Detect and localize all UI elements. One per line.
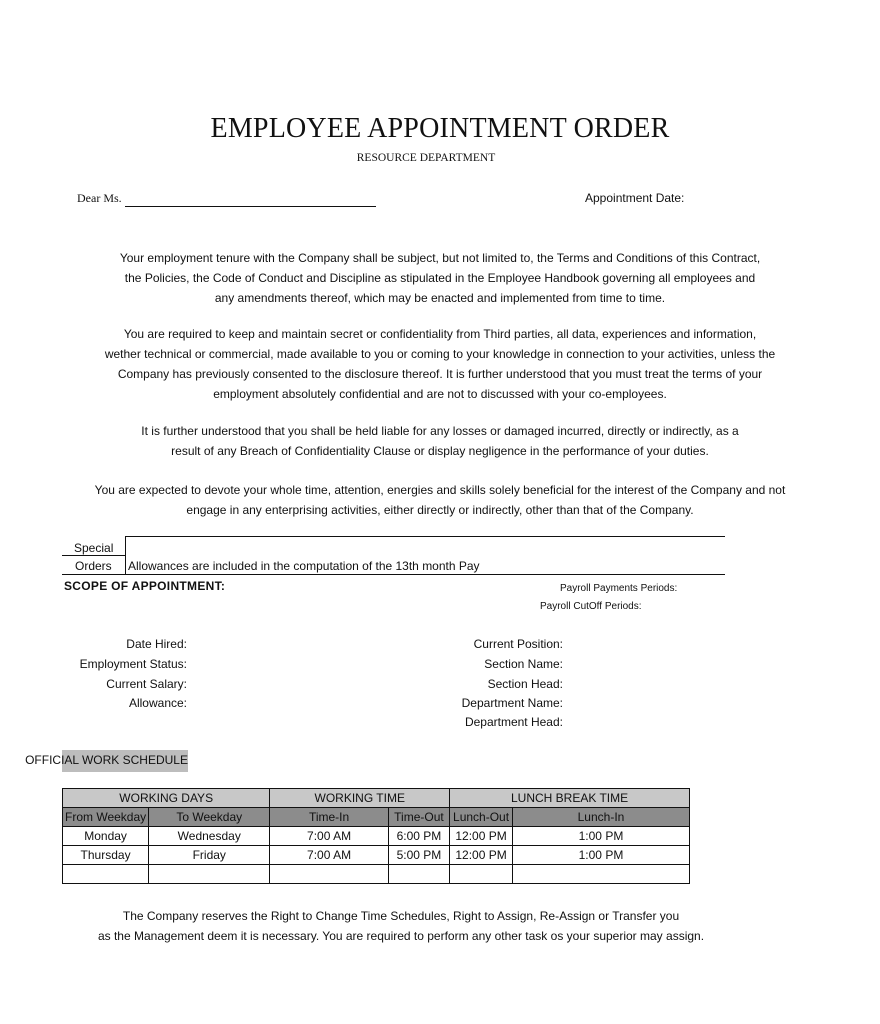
paragraph-line: It is further understood that you shall be held liable for any losses or damaged incurred, directly or indirectly, as a — [141, 424, 739, 438]
table-cell[interactable] — [270, 865, 388, 884]
paragraph-line: Your employment tenure with the Company shall be subject, but not limited to, the Terms and Conditions of this Contract, — [119, 251, 761, 265]
paragraph-line: the Policies, the Code of Conduct and Discipline as stipulated in the Employee Handbook governing all employees and — [124, 271, 756, 285]
time-out-header: Time-Out — [388, 808, 449, 827]
department-head-label: Department Head: — [464, 715, 563, 729]
table-cell[interactable] — [149, 865, 270, 884]
lunch-out-header: Lunch-Out — [450, 808, 513, 827]
special-orders-text[interactable]: Allowances are included in the computation of the 13th month Pay — [128, 559, 480, 573]
payroll-cutoff-label: Payroll CutOff Periods: — [540, 601, 642, 612]
to-weekday-header: To Weekday — [149, 808, 270, 827]
working-days-header: WORKING DAYS — [63, 789, 270, 808]
lunch-in-header: Lunch-In — [512, 808, 689, 827]
paragraph-terms — [0, 248, 880, 308]
section-name-label: Section Name: — [484, 657, 563, 671]
current-position-label: Current Position: — [473, 637, 563, 651]
table-cell[interactable]: 7:00 AM — [270, 827, 388, 846]
working-time-header: WORKING TIME — [270, 789, 450, 808]
paragraph-line: as the Management deem it is necessary. You are required to perform any other task os your superior may assign. — [97, 929, 705, 943]
dear-label: Dear Ms. — [77, 191, 122, 205]
from-weekday-header: From Weekday — [63, 808, 149, 827]
table-cell[interactable]: Wednesday — [149, 827, 270, 846]
appointment-date-label: Appointment Date: — [585, 191, 685, 205]
table-cell[interactable] — [388, 865, 449, 884]
table-cell[interactable]: 7:00 AM — [270, 846, 388, 865]
table-cell[interactable]: 6:00 PM — [388, 827, 449, 846]
time-in-header: Time-In — [270, 808, 388, 827]
work-schedule-title — [25, 750, 188, 772]
table-cell[interactable]: 1:00 PM — [512, 827, 689, 846]
table-cell[interactable]: 5:00 PM — [388, 846, 449, 865]
paragraph-line: You are expected to devote your whole time, attention, energies and skills solely beneficial for the interest of the Company and not — [94, 483, 786, 497]
payroll-periods-label: Payroll Payments Periods: — [560, 583, 678, 594]
table-cell[interactable]: 12:00 PM — [450, 827, 513, 846]
date-hired-label: Date Hired: — [126, 637, 187, 651]
table-cell[interactable] — [63, 865, 149, 884]
lunch-break-header: LUNCH BREAK TIME — [450, 789, 690, 808]
table-cell[interactable]: Thursday — [63, 846, 149, 865]
paragraph-line: employment absolutely confidential and are not to discussed with your co-employees. — [213, 387, 667, 401]
document-title: EMPLOYEE APPOINTMENT ORDER — [210, 113, 670, 144]
paragraph-closing — [0, 906, 802, 946]
current-salary-label: Current Salary: — [106, 677, 187, 691]
table-cell[interactable] — [512, 865, 689, 884]
schedule-column-header-row — [63, 808, 690, 827]
table-cell[interactable]: 1:00 PM — [512, 846, 689, 865]
paragraph-confidentiality — [0, 324, 880, 404]
name-blank-line[interactable] — [125, 206, 376, 207]
work-schedule-title-text: OFFICIAL WORK SCHEDULE — [25, 753, 188, 767]
paragraph-liability — [0, 421, 880, 461]
scope-heading: SCOPE OF APPOINTMENT: — [64, 579, 226, 593]
table-cell[interactable]: 12:00 PM — [450, 846, 513, 865]
paragraph-line: You are required to keep and maintain secret or confidentiality from Third parties, all data, experiences and information, — [123, 327, 757, 341]
table-cell[interactable] — [450, 865, 513, 884]
document-subtitle: RESOURCE DEPARTMENT — [356, 152, 496, 164]
employment-status-label: Employment Status: — [79, 657, 187, 671]
paragraph-line: Company has previously consented to the disclosure thereof. It is further understood that you must treat the terms of your — [117, 367, 763, 381]
schedule-group-header-row — [63, 789, 690, 808]
table-cell[interactable]: Friday — [149, 846, 270, 865]
section-head-label: Section Head: — [487, 677, 563, 691]
paragraph-line: engage in any enterprising activities, either directly or indirectly, other than that of the Company. — [186, 503, 694, 517]
table-row — [63, 865, 690, 884]
paragraph-devotion — [0, 480, 880, 520]
orders-label: Orders — [75, 559, 112, 573]
table-cell[interactable]: Monday — [63, 827, 149, 846]
special-label: Special — [74, 541, 114, 555]
paragraph-line: result of any Breach of Confidentiality Clause or display negligence in the performance of your duties. — [171, 444, 709, 458]
paragraph-line: wether technical or commercial, made available to you or coming to your knowledge in connection to your activities, unless the — [104, 347, 776, 361]
department-name-label: Department Name: — [461, 696, 563, 710]
paragraph-line: any amendments thereof, which may be enacted and implemented from time to time. — [214, 291, 666, 305]
work-schedule-table — [62, 788, 690, 884]
allowance-label: Allowance: — [128, 696, 187, 710]
table-row — [63, 827, 690, 846]
table-row — [63, 846, 690, 865]
paragraph-line: The Company reserves the Right to Change Time Schedules, Right to Assign, Re-Assign or Transfer you — [122, 909, 680, 923]
